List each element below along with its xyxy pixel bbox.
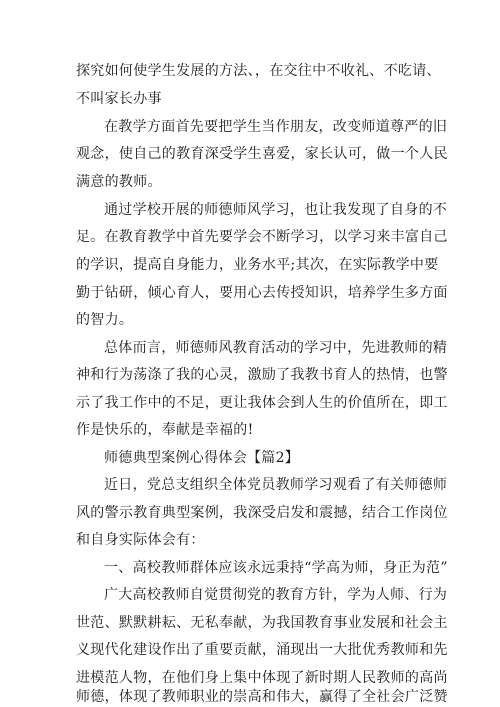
text-line: 满意的教师。	[76, 174, 162, 190]
text-line: 足。在教育教学中首先要学会不断学习，以学习来丰富自己	[76, 229, 448, 245]
text-line: 总体而言，师德师风教育活动的学习中，先进教师的精	[104, 340, 448, 356]
text-line: 广大高校教师自觉贯彻党的教育方针，学为人师、行为	[104, 587, 448, 603]
text-line: 神和行为荡涤了我的心灵，激励了我教书育人的热情，也警	[76, 367, 448, 383]
text-line: 探究如何使学生发展的方法、，在交往中不收礼、不吃请、	[76, 63, 441, 79]
text-line: 的学识，提高自身能力，业务水平;其次，在实际教学中要	[76, 257, 439, 273]
section-heading: 师德典型案例心得体会【篇2】	[104, 450, 300, 466]
text-line: 义现代化建设作出了重要贡献，涌现出一大批优秀教师和先	[76, 642, 448, 658]
text-line: 在教学方面首先要把学生当作朋友，改变师道尊严的旧	[104, 119, 448, 135]
text-line: 风的警示教育典型案例，我深受启发和震撼，结合工作岗位	[76, 505, 448, 521]
text-line: 勤于钻研，倾心育人，要用心去传授知识，培养学生多方面	[76, 285, 448, 301]
text-line: 作是快乐的，奉献是幸福的!	[76, 422, 254, 438]
text-line: 示了我工作中的不足，更让我体会到人生的价值所在，即工	[76, 395, 448, 411]
text-line: 和自身实际体会有：	[76, 532, 205, 548]
text-line: 一、高校教师群体应该永远秉持“学高为师，身正为范”	[104, 560, 448, 576]
text-line: 近日，党总支组织全体党员教师学习观看了有关师德师	[104, 477, 448, 493]
text-line: 世范、默默耕耘、无私奉献，为我国教育事业发展和社会主	[76, 615, 448, 631]
text-line: 通过学校开展的师德师风学习，也让我发现了自身的不	[104, 202, 448, 218]
text-line: 师德，体现了教师职业的崇高和伟大，赢得了全社会广泛赞	[76, 689, 448, 705]
text-line: 进模范人物，在他们身上集中体现了新时期人民教师的高尚	[76, 670, 448, 686]
text-line: 观念，使自己的教育深受学生喜爱，家长认可，做一个人民	[76, 146, 448, 162]
text-line: 不叫家长办事	[76, 91, 162, 107]
text-line: 的智力。	[76, 312, 134, 328]
